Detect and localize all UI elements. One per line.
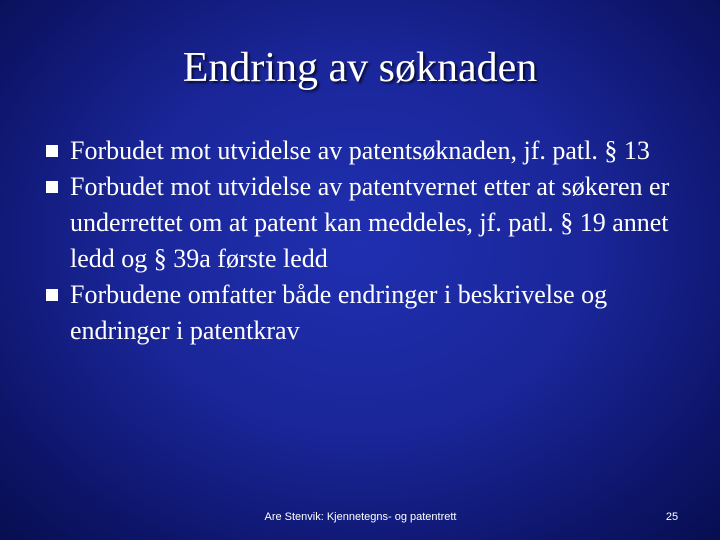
page-number: 25 (665, 511, 679, 523)
bullet-item (40, 133, 690, 169)
bullet-text: Forbudene omfatter både endringer i beskrivelse og endringer i patentkrav (70, 280, 608, 345)
slide-title: Endring av søknaden (182, 45, 538, 91)
footer-text: Are Stenvik: Kjennetegns- og patentrett (264, 511, 457, 523)
bullet-list (40, 133, 690, 349)
bullet-text: Forbudet mot utvidelse av patentvernet etter at søkeren er underrettet om at patent kan meddeles, jf. patl. § 19 annet ledd og § 39a første ledd (70, 172, 670, 273)
bullet-item (40, 277, 690, 349)
square-bullet-icon (46, 289, 58, 301)
bullet-text: Forbudet mot utvidelse av patentsøknaden, jf. patl. § 13 (70, 136, 650, 165)
bullet-item (40, 169, 690, 277)
square-bullet-icon (46, 145, 58, 157)
square-bullet-icon (46, 181, 58, 193)
